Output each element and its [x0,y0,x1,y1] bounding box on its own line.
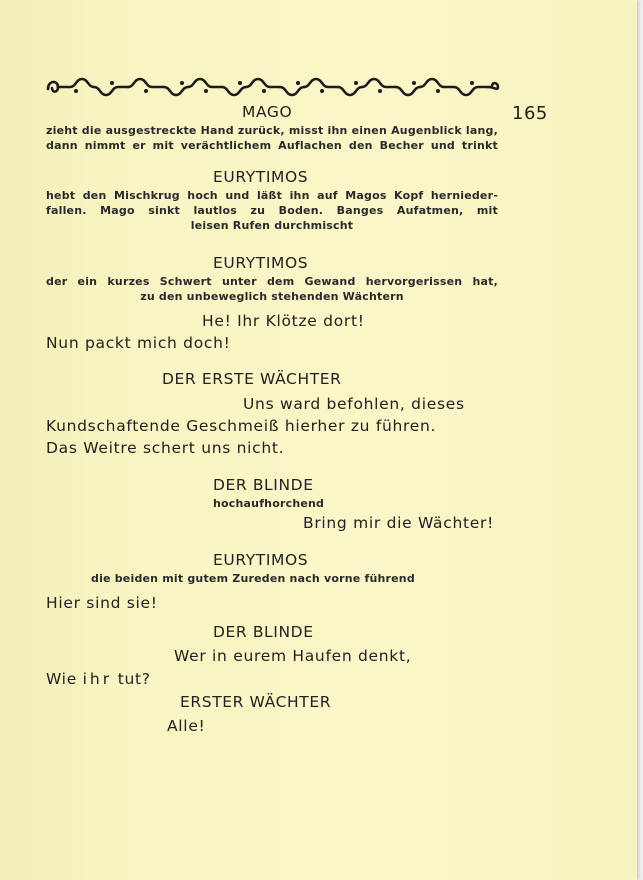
verse-line: He! Ihr Klötze dort! [202,312,365,330]
stage-direction-eurytimos-2b: zu den unbeweglich stehenden Wächtern [140,290,404,303]
stage-direction-eurytimos-3: die beiden mit gutem Zureden nach vorne führend [91,572,415,585]
speaker-der-erste-waechter: DER ERSTE WÄCHTER [162,370,342,388]
verse-line: Wer in eurem Haufen denkt, [174,647,412,665]
stage-direction-eurytimos-1c: leisen Rufen durchmischt [190,219,354,232]
verse-line: Kundschaftende Geschmeiß hierher zu führen. [46,417,437,435]
speaker-erster-waechter: ERSTER WÄCHTER [180,693,332,711]
verse-emphasis: ihr [82,670,113,688]
verse-line: Alle! [167,717,206,735]
speaker-eurytimos-2: EURYTIMOS [213,254,309,272]
stage-direction-der-blinde: hochaufhorchend [213,497,325,510]
page-number: 165 [512,103,548,124]
verse-line: Bring mir die Wächter! [303,514,494,532]
speaker-mago: MAGO [242,103,293,121]
verse-fragment: Wie [46,670,83,688]
verse-line: Uns ward befohlen, dieses [243,395,465,413]
speaker-eurytimos-3: EURYTIMOS [213,551,309,569]
verse-line: Nun packt mich doch! [46,334,231,352]
speaker-eurytimos-1: EURYTIMOS [213,168,309,186]
verse-line: Hier sind sie! [46,594,158,612]
verse-line [46,670,151,688]
stage-direction-eurytimos-1b: fallen. Mago sinkt lautlos zu Boden. Banges Aufatmen, mit [46,204,498,217]
stage-direction-eurytimos-2a: der ein kurzes Schwert unter dem Gewand hervorgerissen hat, [46,275,498,288]
verse-fragment: tut? [112,670,151,688]
verse-line: Das Weitre schert uns nicht. [46,439,285,457]
ornamental-border-icon [46,77,502,99]
stage-direction-eurytimos-1a: hebt den Mischkrug hoch und läßt ihn auf Magos Kopf hernieder- [46,189,498,202]
speaker-der-blinde-1: DER BLINDE [213,476,314,494]
stage-direction-mago-1: zieht die ausgestreckte Hand zurück, misst ihn einen Augenblick lang, [46,124,498,137]
stage-direction-mago-2: dann nimmt er mit verächtlichem Auflachen den Becher und trinkt [46,139,498,152]
speaker-der-blinde-2: DER BLINDE [213,623,314,641]
